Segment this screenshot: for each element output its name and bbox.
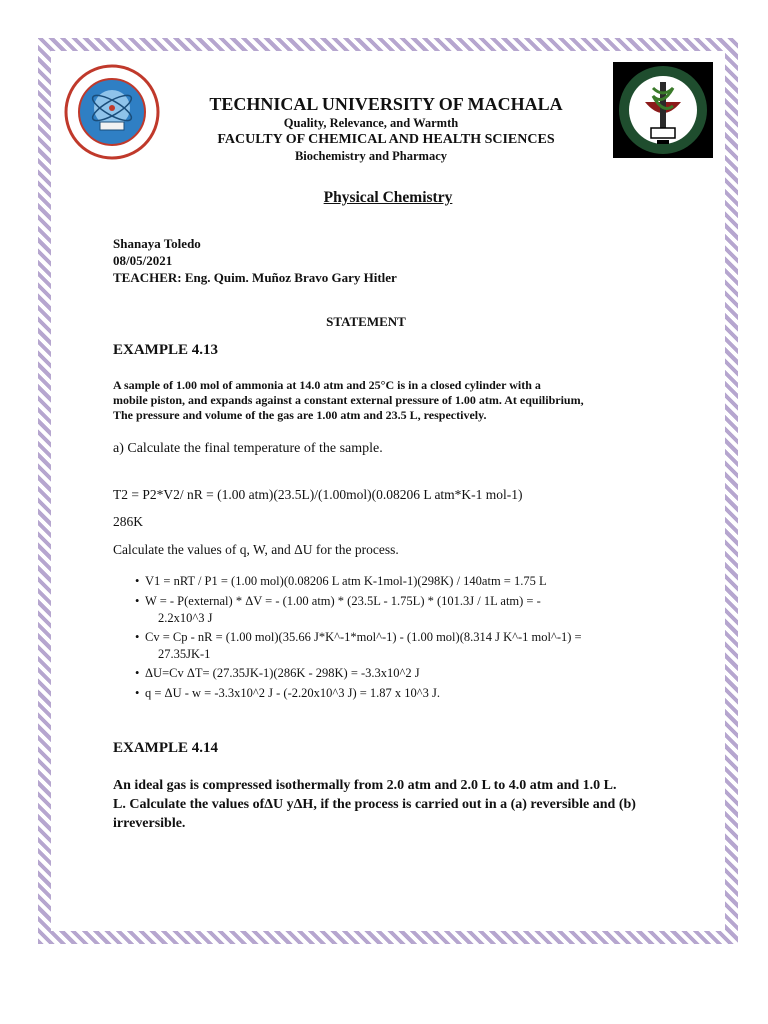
faculty-seal-logo [613, 62, 713, 158]
list-item-text: V1 = nRT / P1 = (1.00 mol)(0.08206 L atm K-1mol-1)(298K) / 140atm = 1.75 L [145, 574, 547, 588]
example-1-text-line: mobile piston, and expands against a constant external pressure of 1.00 atm. At equilibrium, [113, 393, 584, 407]
example-2-text [113, 776, 703, 833]
list-item-text: q = ΔU - w = -3.3x10^2 J - (-2.20x10^3 J) = 1.87 x 10^3 J. [145, 686, 441, 700]
example-2-text-line: L. Calculate the values ofΔU yΔH, if the process is carried out in a (a) reversible and (b) [113, 797, 636, 812]
calc-intro: Calculate the values of q, W, and ΔU for the process. [113, 542, 399, 557]
list-item: • V1 = nRT / P1 = (1.00 mol)(0.08206 L atm K-1mol-1)(298K) / 140atm = 1.75 L [135, 574, 547, 588]
department-name: Biochemistry and Pharmacy [294, 149, 448, 163]
example-2-text-line: irreversible. [113, 816, 186, 831]
list-item-continuation: 27.35JK-1 [158, 647, 211, 661]
example-2-text-line: An ideal gas is compressed isothermally from 2.0 atm and 2.0 L to 4.0 atm and 1.0 L. [113, 778, 617, 793]
document-date: 08/05/2021 [113, 253, 173, 268]
teacher-name: TEACHER: Eng. Quim. Muñoz Bravo Gary Hitler [113, 270, 397, 285]
student-name: Shanaya Toledo [113, 236, 201, 251]
calculation-list [135, 573, 665, 713]
example-1-text [113, 378, 673, 423]
list-item-continuation: 2.2x10^3 J [158, 611, 213, 625]
t2-formula: T2 = P2*V2/ nR = (1.00 atm)(23.5L)/(1.00mol)(0.08206 L atm*K-1 mol-1) [113, 487, 523, 502]
example-1-text-line: A sample of 1.00 mol of ammonia at 14.0 atm and 25°C is in a closed cylinder with a [113, 378, 541, 392]
list-item: • ΔU=Cv ΔT= (27.35JK-1)(286K - 298K) = -3.3x10^2 J [135, 666, 420, 680]
example-1-title: EXAMPLE 4.13 [113, 342, 218, 358]
faculty-name: FACULTY OF CHEMICAL AND HEALTH SCIENCES [217, 132, 555, 147]
course-title: Physical Chemistry [323, 189, 453, 206]
university-name: TECHNICAL UNIVERSITY OF MACHALA [209, 94, 563, 114]
t2-result: 286K [113, 514, 143, 529]
list-item: • Cv = Cp - nR = (1.00 mol)(35.66 J*K^-1*mol^-1) - (1.00 mol)(8.314 J K^-1 mol^-1) = [135, 630, 582, 644]
list-item-text: W = - P(external) * ΔV = - (1.00 atm) * (23.5L - 1.75L) * (101.3J / 1L atm) = - [145, 594, 541, 608]
example-1-text-line: The pressure and volume of the gas are 1.00 atm and 23.5 L, respectively. [113, 408, 487, 422]
list-item-text: Cv = Cp - nR = (1.00 mol)(35.66 J*K^-1*mol^-1) - (1.00 mol)(8.314 J K^-1 mol^-1) = [145, 630, 582, 644]
list-item: • q = ΔU - w = -3.3x10^2 J - (-2.20x10^3 J) = 1.87 x 10^3 J. [135, 686, 441, 700]
list-item: • W = - P(external) * ΔV = - (1.00 atm) * (23.5L - 1.75L) * (101.3J / 1L atm) = - [135, 594, 541, 608]
university-motto: Quality, Relevance, and Warmth [283, 116, 459, 130]
list-item-text: ΔU=Cv ΔT= (27.35JK-1)(286K - 298K) = -3.3x10^2 J [145, 666, 420, 680]
university-seal-logo [64, 64, 160, 160]
question-a: a) Calculate the final temperature of the sample. [113, 441, 383, 456]
example-2-title: EXAMPLE 4.14 [113, 740, 218, 756]
statement-heading: STATEMENT [326, 314, 406, 329]
